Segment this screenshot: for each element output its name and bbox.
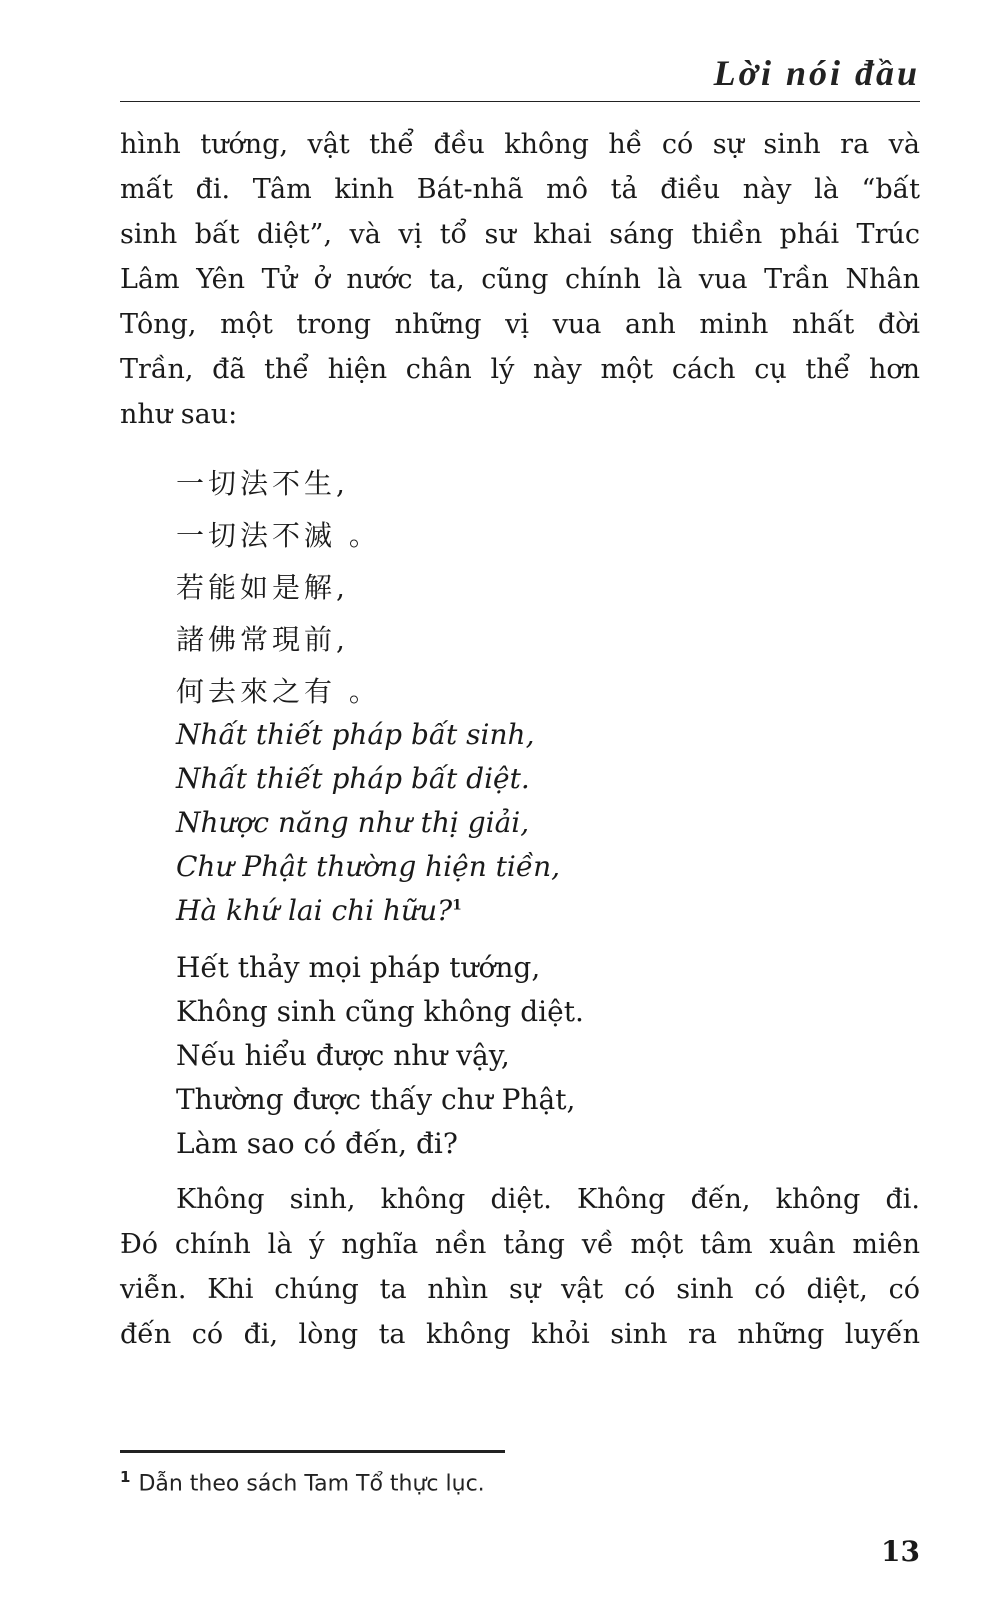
verse-line: 諸佛常現前, <box>176 623 349 656</box>
paragraph-line: đến có đi, lòng ta không khỏi sinh ra những luyến <box>120 1319 920 1350</box>
verse-line: Hà khứ lai chi hữu? <box>176 894 453 927</box>
paragraph-line: Không sinh, không diệt. Không đến, không đi. <box>176 1184 920 1215</box>
header-divider <box>120 101 920 102</box>
verse-line: 一切法不滅 。 <box>176 519 381 552</box>
verse-han-characters <box>176 458 381 718</box>
verse-translation <box>176 946 584 1166</box>
verse-sino-vietnamese <box>176 713 560 933</box>
verse-line: 若能如是解, <box>176 571 349 604</box>
paragraph-line: Đó chính là ý nghĩa nền tảng về một tâm xuân miên <box>120 1229 920 1260</box>
footnote-number: 1 <box>120 1468 131 1486</box>
footnote-text: Dẫn theo sách Tam Tổ thực lục. <box>138 1471 485 1497</box>
paragraph-line: viễn. Khi chúng ta nhìn sự vật có sinh có diệt, có <box>120 1274 920 1305</box>
verse-line: Nhất thiết pháp bất diệt. <box>176 762 530 795</box>
running-header: Lời nói đầu <box>713 53 920 93</box>
paragraph-2 <box>120 1177 920 1357</box>
verse-line: Thường được thấy chư Phật, <box>176 1083 576 1116</box>
paragraph-line: Trần, đã thể hiện chân lý này một cách cụ thể hơn <box>120 354 920 385</box>
verse-line: Không sinh cũng không diệt. <box>176 995 584 1028</box>
verse-line: Nhất thiết pháp bất sinh, <box>176 718 535 751</box>
paragraph-line: như sau: <box>120 399 238 430</box>
paragraph-1 <box>120 122 920 437</box>
footnote <box>120 1468 485 1496</box>
paragraph-line: Lâm Yên Tử ở nước ta, cũng chính là vua Trần Nhân <box>120 264 920 295</box>
footnote-reference[interactable]: 1 <box>452 897 462 914</box>
verse-line-with-footnote <box>176 889 560 933</box>
page-number: 13 <box>881 1535 920 1568</box>
paragraph-line: hình tướng, vật thể đều không hề có sự sinh ra và <box>120 129 920 160</box>
paragraph-line: mất đi. Tâm kinh Bát-nhã mô tả điều này là “bất <box>120 174 920 205</box>
verse-line: Nhược năng như thị giải, <box>176 806 530 839</box>
footnote-divider <box>120 1450 505 1453</box>
paragraph-line: sinh bất diệt”, và vị tổ sư khai sáng thiền phái Trúc <box>120 219 920 250</box>
verse-line: Nếu hiểu được như vậy, <box>176 1039 510 1072</box>
verse-line: Hết thảy mọi pháp tướng, <box>176 951 541 984</box>
verse-line: 何去來之有 。 <box>176 675 381 708</box>
verse-line: Chư Phật thường hiện tiền, <box>176 850 561 883</box>
paragraph-line: Tông, một trong những vị vua anh minh nhất đời <box>120 309 920 340</box>
verse-line: Làm sao có đến, đi? <box>176 1127 458 1160</box>
verse-line: 一切法不生, <box>176 467 349 500</box>
